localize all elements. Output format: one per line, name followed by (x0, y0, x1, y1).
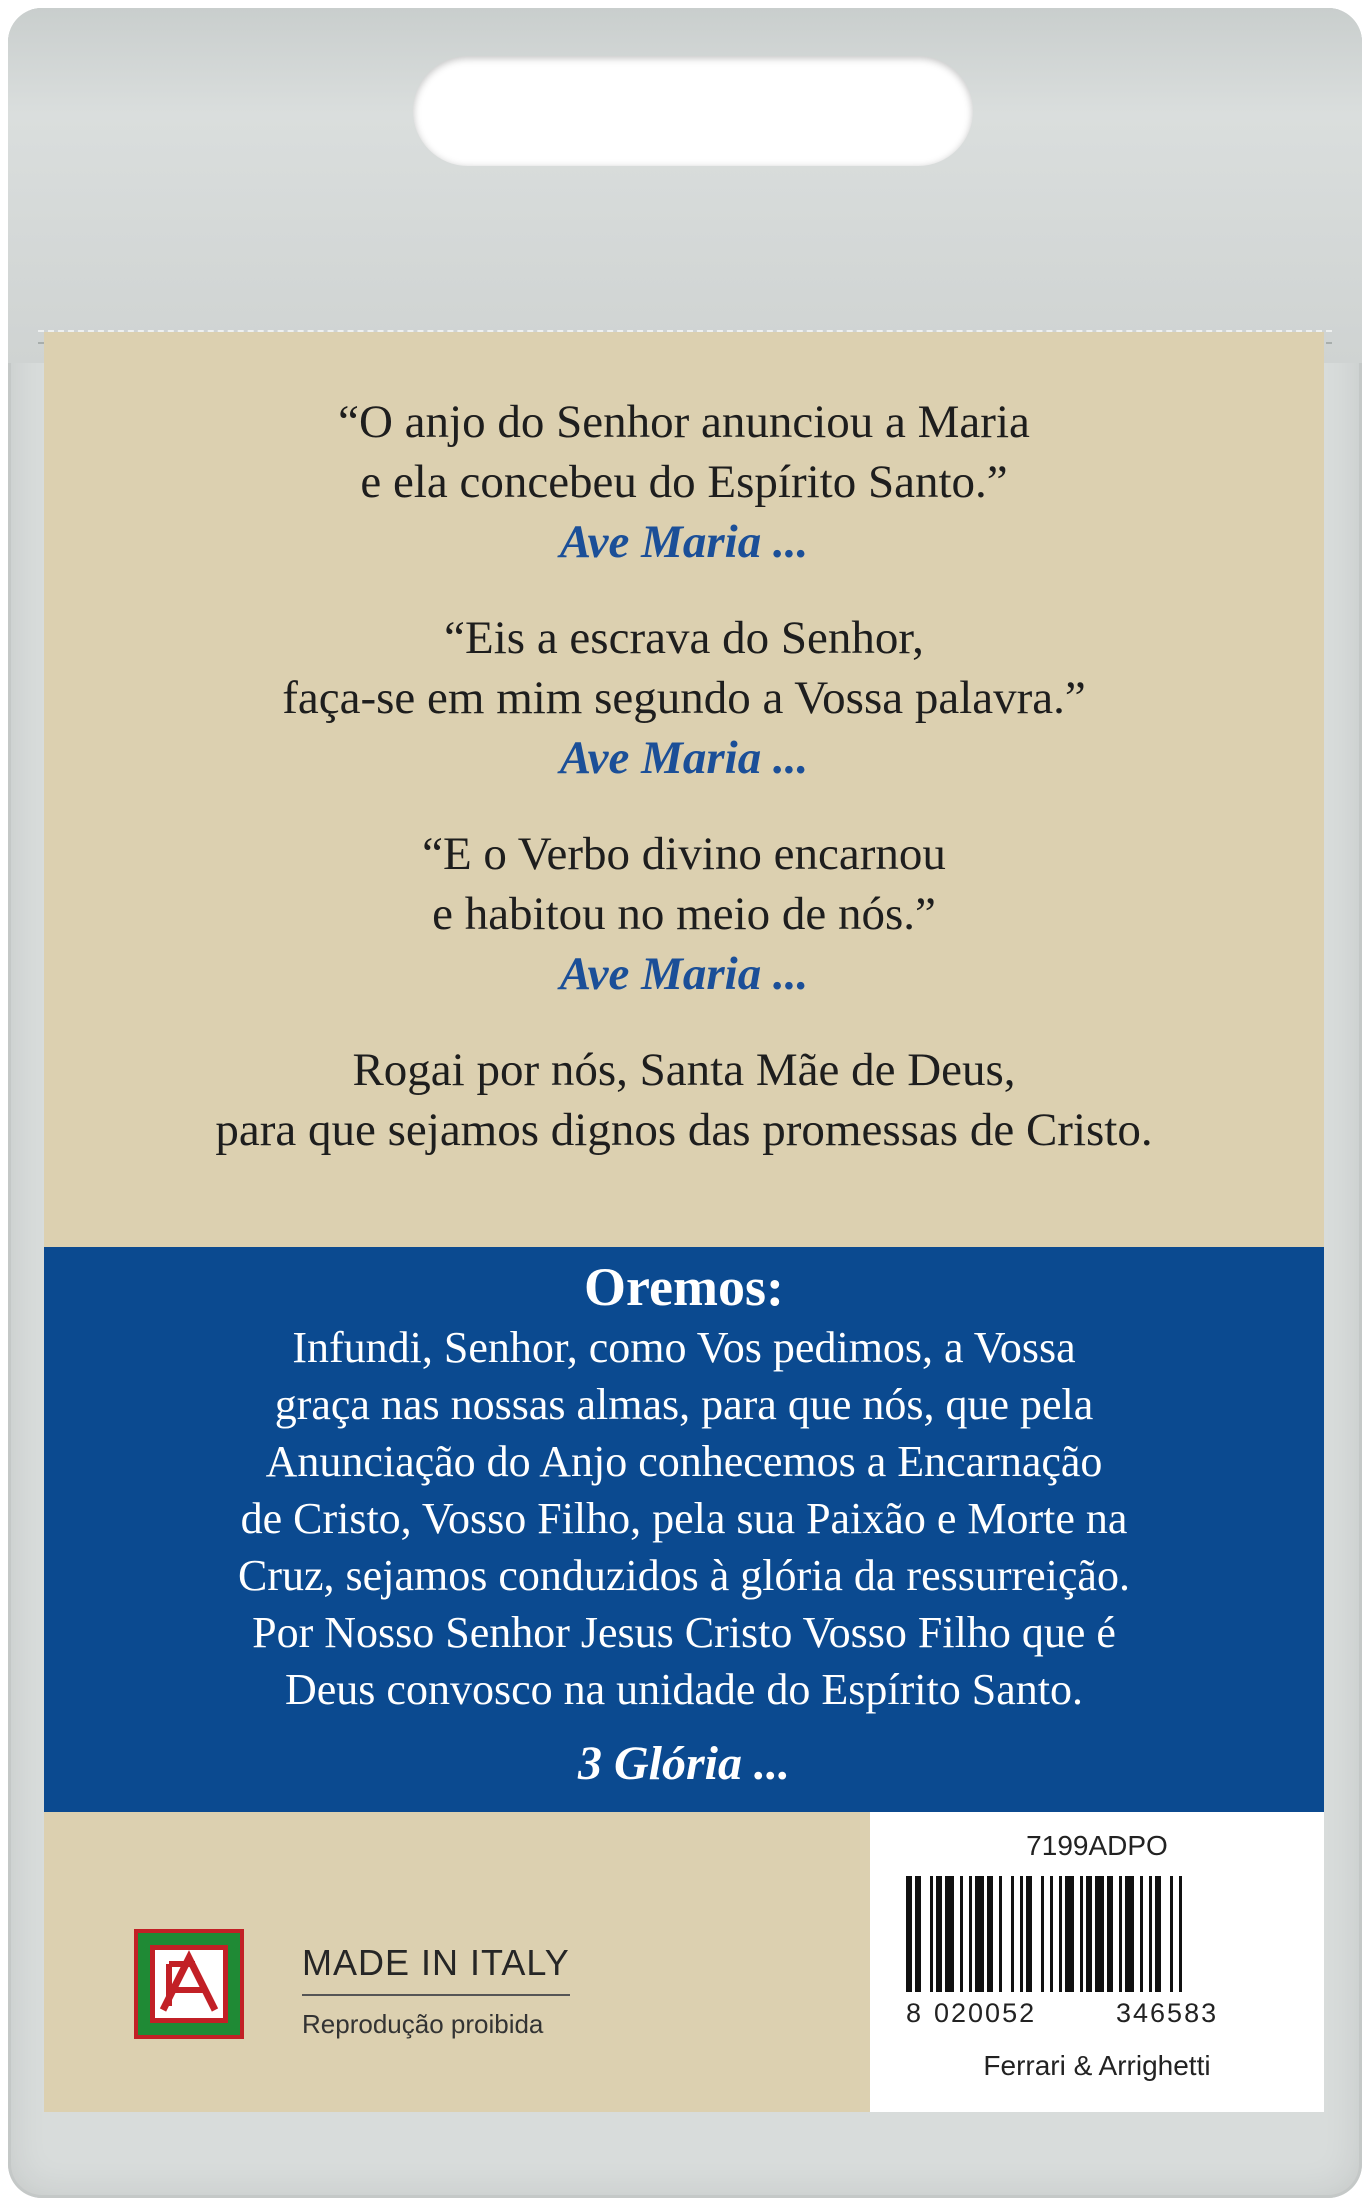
oremos-text (44, 1319, 1324, 1718)
barcode-bar (975, 1876, 984, 1992)
barcode-bar (945, 1876, 954, 1992)
barcode-bar (906, 1876, 912, 1992)
barcode-bar (1095, 1876, 1104, 1992)
verse-line: “O anjo do Senhor anunciou a Maria (338, 396, 1030, 448)
fa-monogram-icon (155, 1950, 223, 2018)
oremos-line: Anunciação do Anjo conhecemos a Encarnação (265, 1437, 1103, 1486)
ave-maria-refrain: Ave Maria ... (559, 948, 809, 1000)
oremos-line: graça nas nossas almas, para que nós, que pela (274, 1380, 1094, 1429)
angelus-verses (44, 392, 1324, 1196)
barcode-bar (936, 1876, 942, 1992)
gloria-refrain: 3 Glória ... (577, 1737, 790, 1790)
barcode-bar (1140, 1876, 1143, 1992)
oremos-title: Oremos: (584, 1257, 784, 1317)
barcode-bar (1149, 1876, 1152, 1992)
logo-emblem (150, 1945, 228, 2023)
barcode-bar (969, 1876, 972, 1992)
barcode-digits-left: 020052 (934, 1998, 1037, 2028)
barcode-digits-right: 346583 (1116, 1998, 1219, 2028)
divider (302, 1994, 570, 1996)
verse-1 (44, 392, 1324, 572)
verse-line: faça-se em mim segundo a Vossa palavra.” (282, 672, 1086, 724)
oremos-line: de Cristo, Vosso Filho, pela sua Paixão e Morte na (240, 1494, 1128, 1543)
barcode-bar (960, 1876, 963, 1992)
oremos-line: Infundi, Senhor, como Vos pedimos, a Vossa (292, 1323, 1076, 1372)
barcode (906, 1876, 1288, 1992)
barcode-bar (999, 1876, 1002, 1992)
barcode-bar (1026, 1876, 1032, 1992)
barcode-bar (1080, 1876, 1083, 1992)
barcode-bar (1059, 1876, 1062, 1992)
oremos-line: Por Nosso Senhor Jesus Cristo Vosso Filho que é (252, 1608, 1116, 1657)
barcode-bar (1065, 1876, 1074, 1992)
barcode-bar (1041, 1876, 1044, 1992)
barcode-bar (1170, 1876, 1173, 1992)
verse-3 (44, 824, 1324, 1004)
barcode-bar (1119, 1876, 1122, 1992)
barcode-bar (1107, 1876, 1113, 1992)
barcode-bar (1050, 1876, 1053, 1992)
ferrari-arrighetti-logo (134, 1929, 244, 2039)
verse-line: e ela concebeu do Espírito Santo.” (360, 456, 1008, 508)
barcode-bar (987, 1876, 993, 1992)
barcode-bar (1179, 1876, 1182, 1992)
barcode-bar (930, 1876, 933, 1992)
barcode-bar (1020, 1876, 1023, 1992)
verse-line: “E o Verbo divino encarnou (422, 828, 946, 880)
made-in-italy: MADE IN ITALY (302, 1942, 570, 1983)
closing-line: Rogai por nós, Santa Mãe de Deus, (352, 1044, 1016, 1096)
brand-name: Ferrari & Arrighetti (983, 2050, 1211, 2081)
prayer-card (44, 332, 1324, 2112)
oremos-line: Cruz, sejamos conduzidos à glória da ressurreição. (238, 1551, 1130, 1600)
barcode-label (870, 1812, 1324, 2112)
hanger-hole (413, 56, 973, 166)
verse-line: e habitou no meio de nós.” (432, 888, 936, 940)
closing-petition (44, 1040, 1324, 1160)
barcode-bar (915, 1876, 921, 1992)
verse-2 (44, 608, 1324, 788)
reproduction-notice: Reprodução proibida (302, 2009, 544, 2039)
barcode-bar (1155, 1876, 1161, 1992)
oremos-band (44, 1247, 1324, 1812)
barcode-digit-first: 8 (906, 1998, 922, 2028)
ave-maria-refrain: Ave Maria ... (559, 516, 809, 568)
closing-line: para que sejamos dignos das promessas de Cristo. (215, 1104, 1153, 1156)
barcode-bar (1086, 1876, 1092, 1992)
ave-maria-refrain: Ave Maria ... (559, 732, 809, 784)
oremos-line: Deus convosco na unidade do Espírito Santo. (285, 1665, 1083, 1714)
barcode-bar (1011, 1876, 1014, 1992)
verse-line: “Eis a escrava do Senhor, (444, 612, 924, 664)
product-code: 7199ADPO (1026, 1830, 1168, 1861)
barcode-bar (1125, 1876, 1134, 1992)
